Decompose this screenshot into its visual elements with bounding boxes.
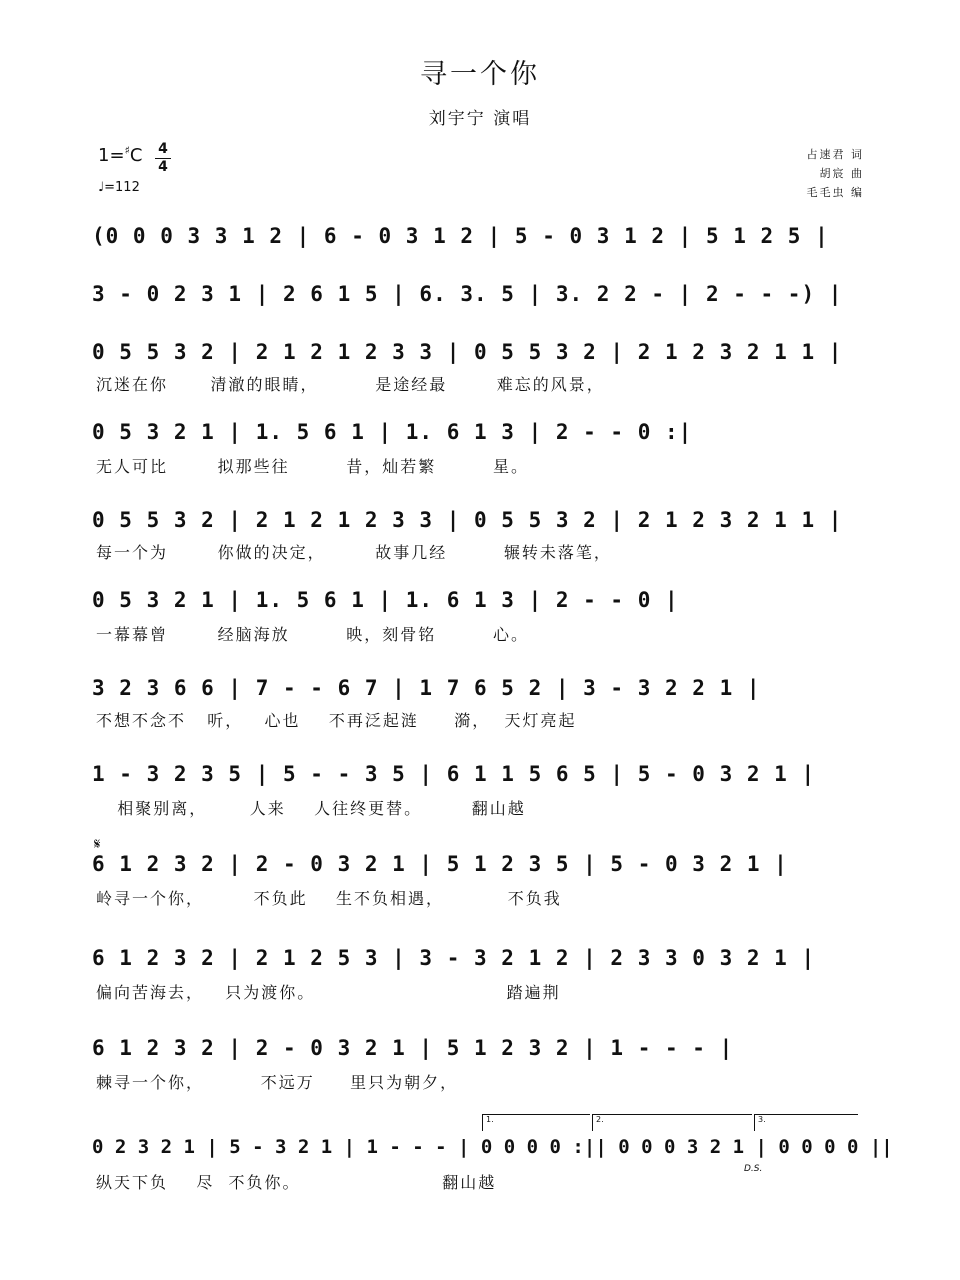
- credit-composer: 胡宸 曲: [819, 167, 864, 180]
- key-signature: [98, 144, 142, 166]
- score-line-12-lyrics: 纵天下负 尽 不负你。 翻山越: [96, 1173, 497, 1192]
- song-subtitle: 刘宇宁 演唱: [428, 109, 532, 129]
- score-line-12-notes: 0 2 3 2 1 | 5 - 3 2 1 | 1 - - - | 0 0 0 0 :|| 0 0 0 3 2 1 | 0 0 0 0 ||: [92, 1136, 893, 1158]
- score-line-7-notes: 3 2 3 6 6 | 7 - - 6 7 | 1 7 6 5 2 | 3 - 3 2 2 1 |: [92, 676, 761, 700]
- score-line-7-lyrics: 不想不念不 听， 心也 不再泛起涟 漪， 天灯亮起: [96, 711, 577, 730]
- volta-brackets: [0, 1114, 960, 1134]
- credit-lyricist: 占速君 词: [806, 148, 864, 161]
- credit-arranger: 毛毛虫 编: [806, 186, 864, 199]
- score-line-9-notes: 6 1 2 3 2 | 2 - 0 3 2 1 | 5 1 2 3 5 | 5 - 0 3 2 1 |: [92, 852, 788, 876]
- time-signature-top: 4: [158, 141, 168, 157]
- score-line-8-lyrics: 相聚别离， 人来 人往终更替。 翻山越: [96, 799, 526, 818]
- score-line-10-notes: 6 1 2 3 2 | 2 1 2 5 3 | 3 - 3 2 1 2 | 2 3 3 0 3 2 1 |: [92, 946, 816, 970]
- score-line-4-lyrics: 无人可比 拟那些往 昔，灿若繁 星。: [96, 457, 529, 476]
- score-line-4-notes: 0 5 3 2 1 | 1. 5 6 1 | 1. 6 1 3 | 2 - - 0 :|: [92, 420, 693, 444]
- score-line-11-notes: 6 1 2 3 2 | 2 - 0 3 2 1 | 5 1 2 3 2 | 1 - - - |: [92, 1036, 734, 1060]
- time-signature: [155, 142, 171, 175]
- volta-2: 2.: [592, 1114, 752, 1131]
- score-line-1-notes: (0 0 0 3 3 1 2 | 6 - 0 3 1 2 | 5 - 0 3 1 2 | 5 1 2 5 |: [92, 224, 829, 248]
- time-signature-bottom: 4: [158, 159, 168, 175]
- volta-3: 3.: [754, 1114, 858, 1131]
- score-line-2-notes: 3 - 0 2 3 1 | 2 6 1 5 | 6. 3. 5 | 3. 2 2 - | 2 - - -) |: [92, 282, 843, 306]
- credits: [754, 145, 864, 202]
- segno-symbol: 𝄋: [94, 835, 101, 853]
- score-line-5-lyrics: 每一个为 你做的决定， 故事几经 辗转未落笔，: [96, 543, 612, 562]
- tempo-mark: ♩=112: [98, 180, 140, 195]
- score-line-9-lyrics: 岭寻一个你， 不负此 生不负相遇， 不负我: [96, 889, 562, 908]
- key-letter: C: [129, 145, 143, 166]
- sharp-symbol: ♯: [124, 144, 130, 157]
- score-line-3-lyrics: 沉迷在你 清澈的眼睛， 是途经最 难忘的风景，: [96, 375, 605, 394]
- score-line-6-notes: 0 5 3 2 1 | 1. 5 6 1 | 1. 6 1 3 | 2 - - 0 |: [92, 588, 679, 612]
- volta-1: 1.: [482, 1114, 590, 1131]
- score-line-5-notes: 0 5 5 3 2 | 2 1 2 1 2 3 3 | 0 5 5 3 2 | 2 1 2 3 2 1 1 |: [92, 508, 843, 532]
- ds-mark: D.S.: [744, 1164, 763, 1174]
- score-line-8-notes: 1 - 3 2 3 5 | 5 - - 3 5 | 6 1 1 5 6 5 | 5 - 0 3 2 1 |: [92, 762, 816, 786]
- score-line-10-lyrics: 偏向苦海去， 只为渡你。 踏遍荆: [96, 983, 561, 1002]
- score-line-3-notes: 0 5 5 3 2 | 2 1 2 1 2 3 3 | 0 5 5 3 2 | 2 1 2 3 2 1 1 |: [92, 340, 843, 364]
- key-label: 1=: [98, 145, 125, 166]
- score-line-6-lyrics: 一幕幕曾 经脑海放 映，刻骨铭 心。: [96, 625, 529, 644]
- score-line-11-lyrics: 棘寻一个你， 不远万 里只为朝夕，: [96, 1073, 459, 1092]
- song-title: 寻一个你: [420, 59, 540, 90]
